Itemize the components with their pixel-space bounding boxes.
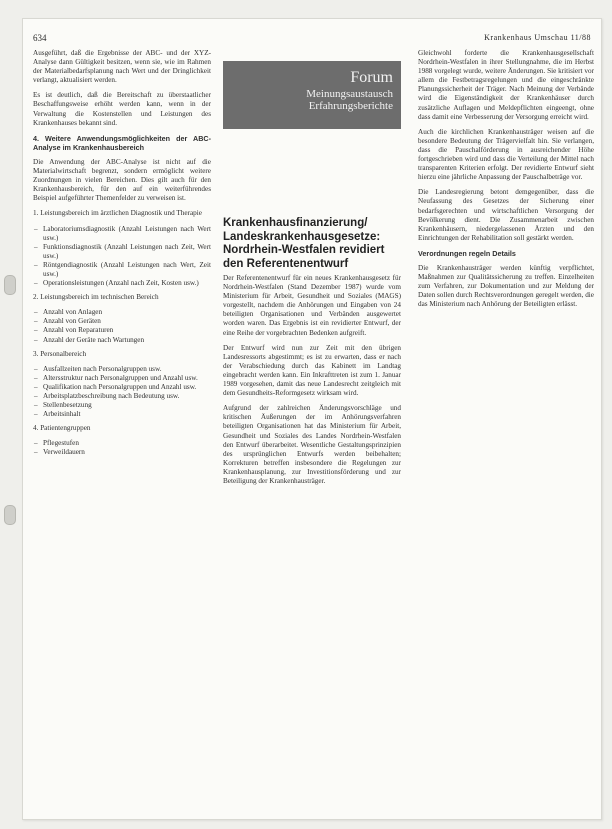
- list-heading: 1. Leistungsbereich im ärztlichen Diagnostik und Therapie: [33, 209, 202, 218]
- paragraph: Es ist deutlich, daß die Bereitschaft zu überstaatlicher Beschaffungsweise erhöht werden kann, wenn in der Verwaltung die Kostenstellen und Leistungen des Krankenhauses bekannt sind.: [33, 91, 211, 127]
- list: [33, 365, 211, 420]
- list-item: – Operationsleistungen (Anzahl nach Zeit, Kosten usw.): [43, 279, 211, 288]
- paragraph: Der Entwurf wird nun zur Zeit mit den übrigen Landesressorts abgestimmt; es ist zu erwarten, dass er nach der Verabschiedung durch das Kabinett im Landtag eingebracht werden kann. Ein Inkrafttreten ist zum 1. Januar 1989 vorgesehen, damit das neue Landesrecht zeitgleich mit dem Gesundheits-Reformgesetz wirksam wird.: [223, 343, 401, 398]
- list-item: – Anzahl von Geräten: [43, 317, 211, 326]
- paragraph: Auch die kirchlichen Krankenhausträger weisen auf die besondere Bedeutung der Trägervielfalt hin. Sie verlangen, dass die Pauschalförderung in ausreichender Höhe fortgeschrieben wird und dass die Verteilung der Mittel nach transparenten Kriterien erfolgt. Der revidierte Entwurf sieht hierzu eine jährliche Anpassung der Pauschalbeträge vor.: [418, 127, 594, 182]
- forum-subtitle: [306, 88, 393, 112]
- journal-header: Krankenhaus Umschau 11/88: [484, 33, 591, 42]
- forum-subtitle-line: Erfahrungsberichte: [308, 100, 393, 112]
- journal-page: [22, 18, 602, 820]
- page-number: 634: [33, 33, 47, 43]
- list-heading: 2. Leistungsbereich im technischen Bereich: [33, 293, 159, 302]
- section-heading: 4. Weitere Anwendungsmöglichkeiten der ABC-Analyse im Krankenhausbereich: [33, 133, 211, 152]
- column-right: [418, 49, 594, 315]
- forum-subtitle-line: Meinungsaustausch: [306, 88, 393, 100]
- paragraph: Die Anwendung der ABC-Analyse ist nicht auf die Materialwirtschaft begrenzt, sondern ermöglicht weitere Zuordnungen in vielen Bereichen. Dies gilt auch für den Krankenhausbereich, für den auf ein weiterführendes Beispiel aufgeführter Themenfelder zu verweisen ist.: [33, 157, 211, 203]
- list-item: – Altersstruktur nach Personalgruppen und Anzahl usw.: [43, 374, 211, 383]
- paragraph: Die Landesregierung betont demgegenüber, dass die Neufassung des Gesetzes der Sicherung einer bedarfsgerechten und wirtschaftlichen Versorgung der Bevölkerung dient. Die Zusammenarbeit zwischen Krankenhäusern, niedergelassenen Ärzten und den Einrichtungen der Rehabilitation soll gestärkt werden.: [418, 188, 594, 242]
- paragraph: Die Krankenhausträger werden künftig verpflichtet, Maßnahmen zur Qualitätssicherung zu treffen. Einzelheiten zum Verfahren, zur Dokumentation und zur Meldung der Daten sollen durch Rechtsverordnungen geregelt werden, die das Ministerium nach Anhörung der Beteiligten erlässt.: [418, 263, 594, 309]
- column-middle: [223, 274, 401, 492]
- punch-hole-icon: [4, 275, 16, 295]
- forum-title: Forum: [350, 69, 393, 86]
- list-heading: 4. Patientengruppen: [33, 424, 91, 433]
- punch-hole-icon: [4, 505, 16, 525]
- list-item: – Stellenbesetzung: [43, 401, 211, 410]
- list-item: – Anzahl von Anlagen: [43, 308, 211, 317]
- list-item: – Ausfallzeiten nach Personalgruppen usw.: [43, 365, 211, 374]
- list-item: – Qualifikation nach Personalgruppen und Anzahl usw.: [43, 383, 211, 392]
- paragraph: Gleichwohl forderte die Krankenhausgesellschaft Nordrhein-Westfalen in ihrer Stellungnahme, die im Herbst 1988 vorgelegt wurde, weitere Änderungen. Sie kritisiert vor allem die Festbetragsregelungen und die eingeschränkte Planungssicherheit der Träger. Nach Meinung der Verbände wird die Eigenständigkeit der Krankenhäuser durch zusätzliche Auflagen und Meldepflichten eingeengt, ohne dass damit eine Verbesserung der Versorgung erreicht wird.: [418, 49, 594, 121]
- list-item: – Laboratoriumsdiagnostik (Anzahl Leistungen nach Wert usw.): [43, 225, 211, 243]
- list-item: – Röntgendiagnostik (Anzahl Leistungen nach Wert, Zeit usw.): [43, 261, 211, 279]
- section-heading: Verordnungen regeln Details: [418, 248, 516, 258]
- list-item: – Arbeitsinhalt: [43, 410, 211, 419]
- list: [33, 225, 211, 289]
- forum-box: [223, 61, 401, 129]
- list: [33, 439, 211, 457]
- paragraph: Der Referentenentwurf für ein neues Krankenhausgesetz für Nordrhein-Westfalen (Stand Dezember 1987) wurde vom Ministerium für Arbeit, Gesundheit und Soziales (MAGS) vorgestellt, nachdem die Anhörungen und Eingaben von 24 beteiligten Organisationen und Verbänden ausgewertet worden waren. Das Ergebnis ist ein revidierter Entwurf, der eine Reihe der vorgebrachten Bedenken aufgreift.: [223, 274, 401, 337]
- list-item: – Verweildauern: [43, 448, 211, 457]
- list-item: – Anzahl von Reparaturen: [43, 326, 211, 335]
- list-item: – Anzahl der Geräte nach Wartungen: [43, 336, 211, 345]
- article-title: Krankenhausfinanzierung/ Landeskrankenhausgesetze: Nordrhein-Westfalen revidiert den Referentenentwurf: [223, 217, 385, 270]
- list-item: – Pflegestufen: [43, 439, 211, 448]
- list-item: – Arbeitsplatzbeschreibung nach Bedeutung usw.: [43, 392, 211, 401]
- paragraph: Aufgrund der zahlreichen Änderungsvorschläge und kritischen Äußerungen der im Anhörungsverfahren beteiligten Organisationen hat das Ministerium für Arbeit, Gesundheit und Soziales des Landes Nordrhein-Westfalen den Entwurf überarbeitet. Wesentliche Gestaltungsprinzipien des ursprünglichen Entwurfs werden beibehalten; Korrekturen betreffen insbesondere die Regelungen zur Krankenhausplanung, zur Investitionsförderung und zur Beteiligung der Krankenhausträger.: [223, 404, 401, 485]
- list: [33, 308, 211, 344]
- paragraph: Ausgeführt, daß die Ergebnisse der ABC- und der XYZ-Analyse dann Gültigkeit besitzen, wenn sie, wie im Rahmen der Materialbedarfsplanung nach Wert und der Dringlichkeit verlangt, aktualisiert werden.: [33, 49, 211, 85]
- list-heading: 3. Personalbereich: [33, 349, 87, 358]
- column-left: [33, 49, 211, 463]
- list-item: – Funktionsdiagnostik (Anzahl Leistungen nach Zeit, Wert usw.): [43, 243, 211, 261]
